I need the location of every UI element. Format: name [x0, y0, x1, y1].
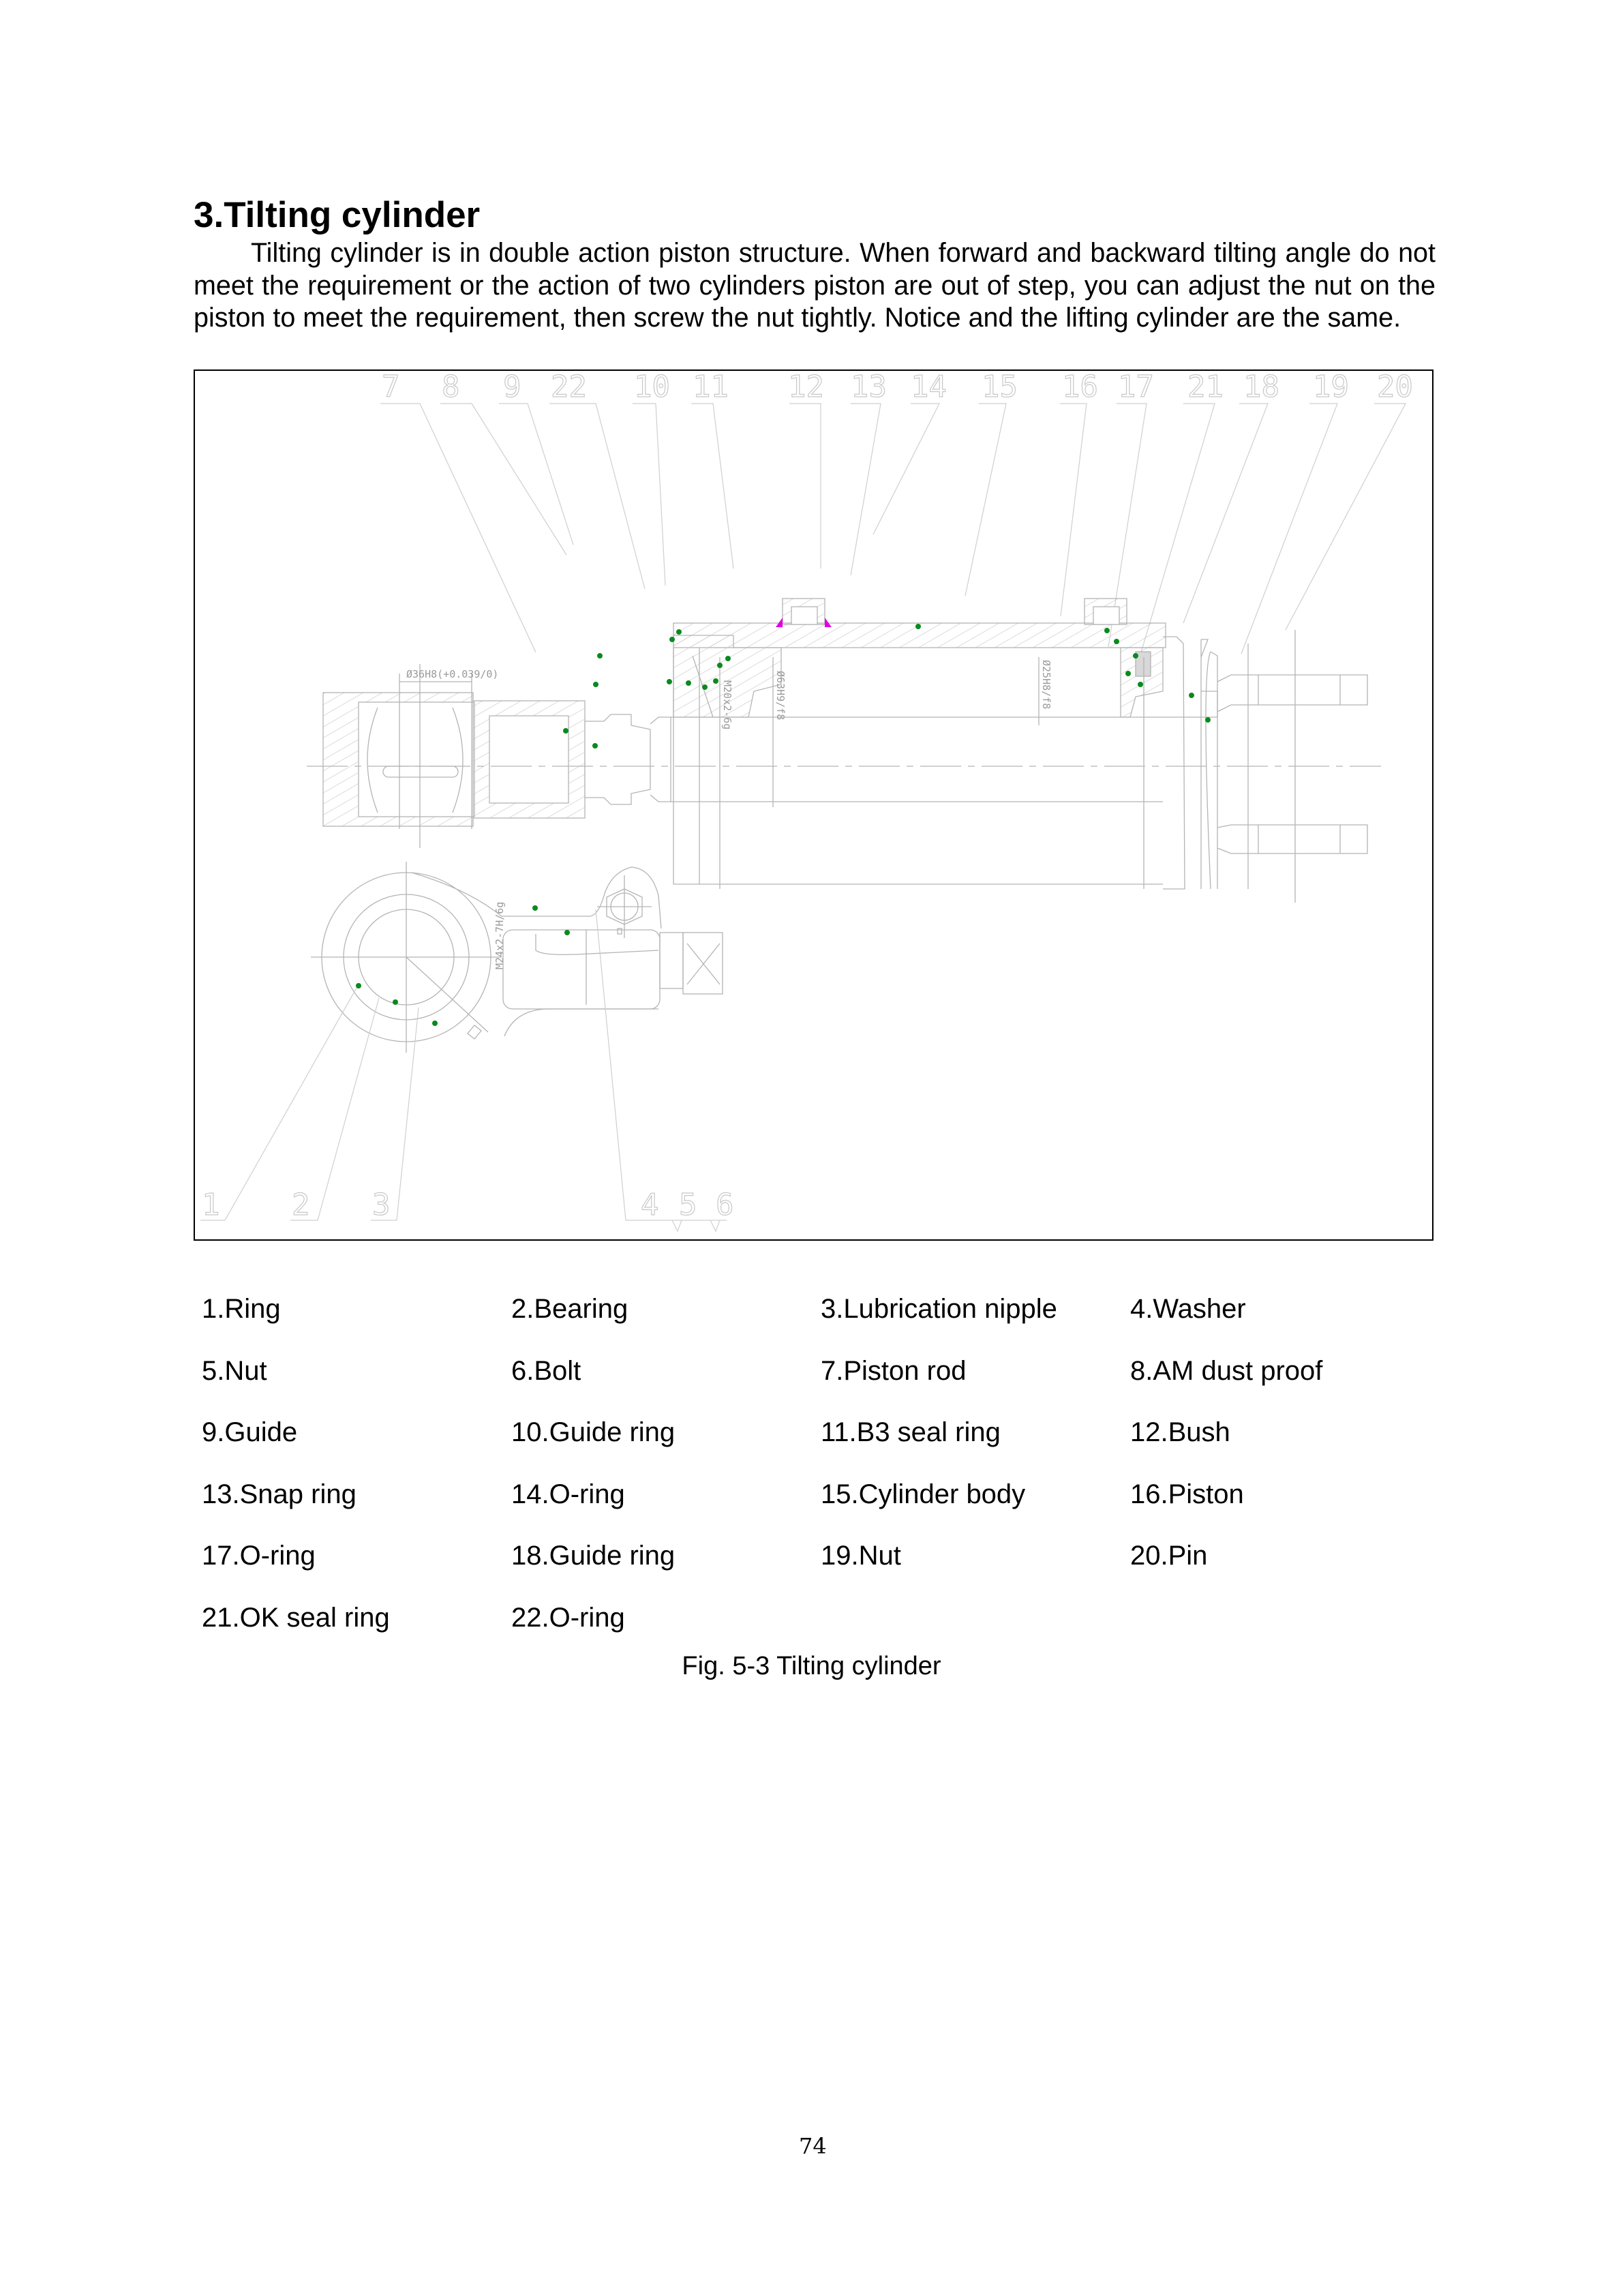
callout-21: 21: [1187, 371, 1224, 404]
parts-row: [202, 1477, 1442, 1539]
dim-bore: Ø36H8(+0.039/0): [406, 668, 499, 680]
cylinder-end-view: [311, 862, 723, 1053]
callout-4: 4: [641, 1188, 659, 1222]
dim-end-thread: M24x2-7H/6g: [494, 901, 506, 969]
callout-9: 9: [503, 371, 521, 404]
callout-8: 8: [442, 371, 460, 404]
part-7: 7.Piston rod: [821, 1355, 967, 1386]
figure-caption: [0, 1650, 1623, 1682]
callout-2: 2: [292, 1188, 310, 1222]
callout-22: 22: [551, 371, 587, 404]
callout-3: 3: [372, 1188, 391, 1222]
part-22: 22.O-ring: [511, 1602, 625, 1633]
part-5: 5.Nut: [202, 1355, 267, 1386]
callout-13: 13: [851, 371, 887, 404]
parts-row: [202, 1539, 1442, 1601]
parts-row: [202, 1415, 1442, 1477]
parts-list: [202, 1292, 1442, 1662]
dim-rod-fit: Ø25H8/f8: [1040, 660, 1052, 710]
parts-row: [202, 1354, 1442, 1416]
section-heading: 3.Tilting cylinder: [194, 195, 481, 235]
bottom-leader-lines: [200, 909, 727, 1231]
callout-12: 12: [788, 371, 824, 404]
callout-11: 11: [693, 371, 729, 404]
callout-10: 10: [634, 371, 670, 404]
part-20: 20.Pin: [1130, 1541, 1208, 1571]
part-16: 16.Piston: [1130, 1479, 1244, 1509]
part-17: 17.O-ring: [202, 1541, 316, 1571]
tilting-cylinder-drawing: [194, 369, 1434, 1241]
top-callout-labels: [382, 371, 1413, 404]
dim-rod-thread: M20x2-6g: [721, 680, 733, 730]
part-19: 19.Nut: [821, 1541, 901, 1571]
technical-drawing-svg: [195, 371, 1435, 1242]
callout-14: 14: [911, 371, 947, 404]
callout-17: 17: [1118, 371, 1154, 404]
callout-6: 6: [716, 1188, 734, 1222]
page-number: 74: [799, 2133, 827, 2159]
bottom-callout-labels: [202, 1188, 734, 1222]
section-paragraph: [194, 237, 1436, 335]
part-4: 4.Washer: [1130, 1294, 1246, 1324]
part-2: 2.Bearing: [511, 1294, 628, 1324]
callout-16: 16: [1062, 371, 1098, 404]
callout-7: 7: [382, 371, 400, 404]
callout-20: 20: [1377, 371, 1413, 404]
part-3: 3.Lubrication nipple: [821, 1294, 1057, 1324]
callout-1: 1: [202, 1188, 220, 1222]
part-8: 8.AM dust proof: [1130, 1355, 1323, 1386]
callout-18: 18: [1243, 371, 1279, 404]
part-15: 15.Cylinder body: [821, 1479, 1026, 1509]
part-21: 21.OK seal ring: [202, 1602, 390, 1633]
parts-row: [202, 1292, 1442, 1354]
figure-caption-text: Fig. 5-3 Tilting cylinder: [682, 1652, 941, 1680]
part-10: 10.Guide ring: [511, 1417, 676, 1447]
callout-5: 5: [679, 1188, 697, 1222]
part-9: 9.Guide: [202, 1417, 298, 1447]
paragraph-text: Tilting cylinder is in double action piston structure. When forward and backward tilting angle do not meet the requirement or the action of two cylinders piston are out of step, you can adjust the nut on the piston to meet the requirement, then screw the nut tightly. Notice and the lifting cylinder are the same.: [194, 238, 1436, 333]
part-6: 6.Bolt: [511, 1355, 581, 1386]
part-11: 11.B3 seal ring: [821, 1417, 1001, 1447]
part-12: 12.Bush: [1130, 1417, 1230, 1447]
part-18: 18.Guide ring: [511, 1541, 676, 1571]
callout-19: 19: [1313, 371, 1349, 404]
part-1: 1.Ring: [202, 1294, 281, 1324]
part-13: 13.Snap ring: [202, 1479, 357, 1509]
cylinder-side-view: [307, 599, 1381, 903]
dim-cylinder-fit: Ø63H9/f8: [774, 671, 787, 721]
part-14: 14.O-ring: [511, 1479, 625, 1509]
callout-15: 15: [982, 371, 1018, 404]
